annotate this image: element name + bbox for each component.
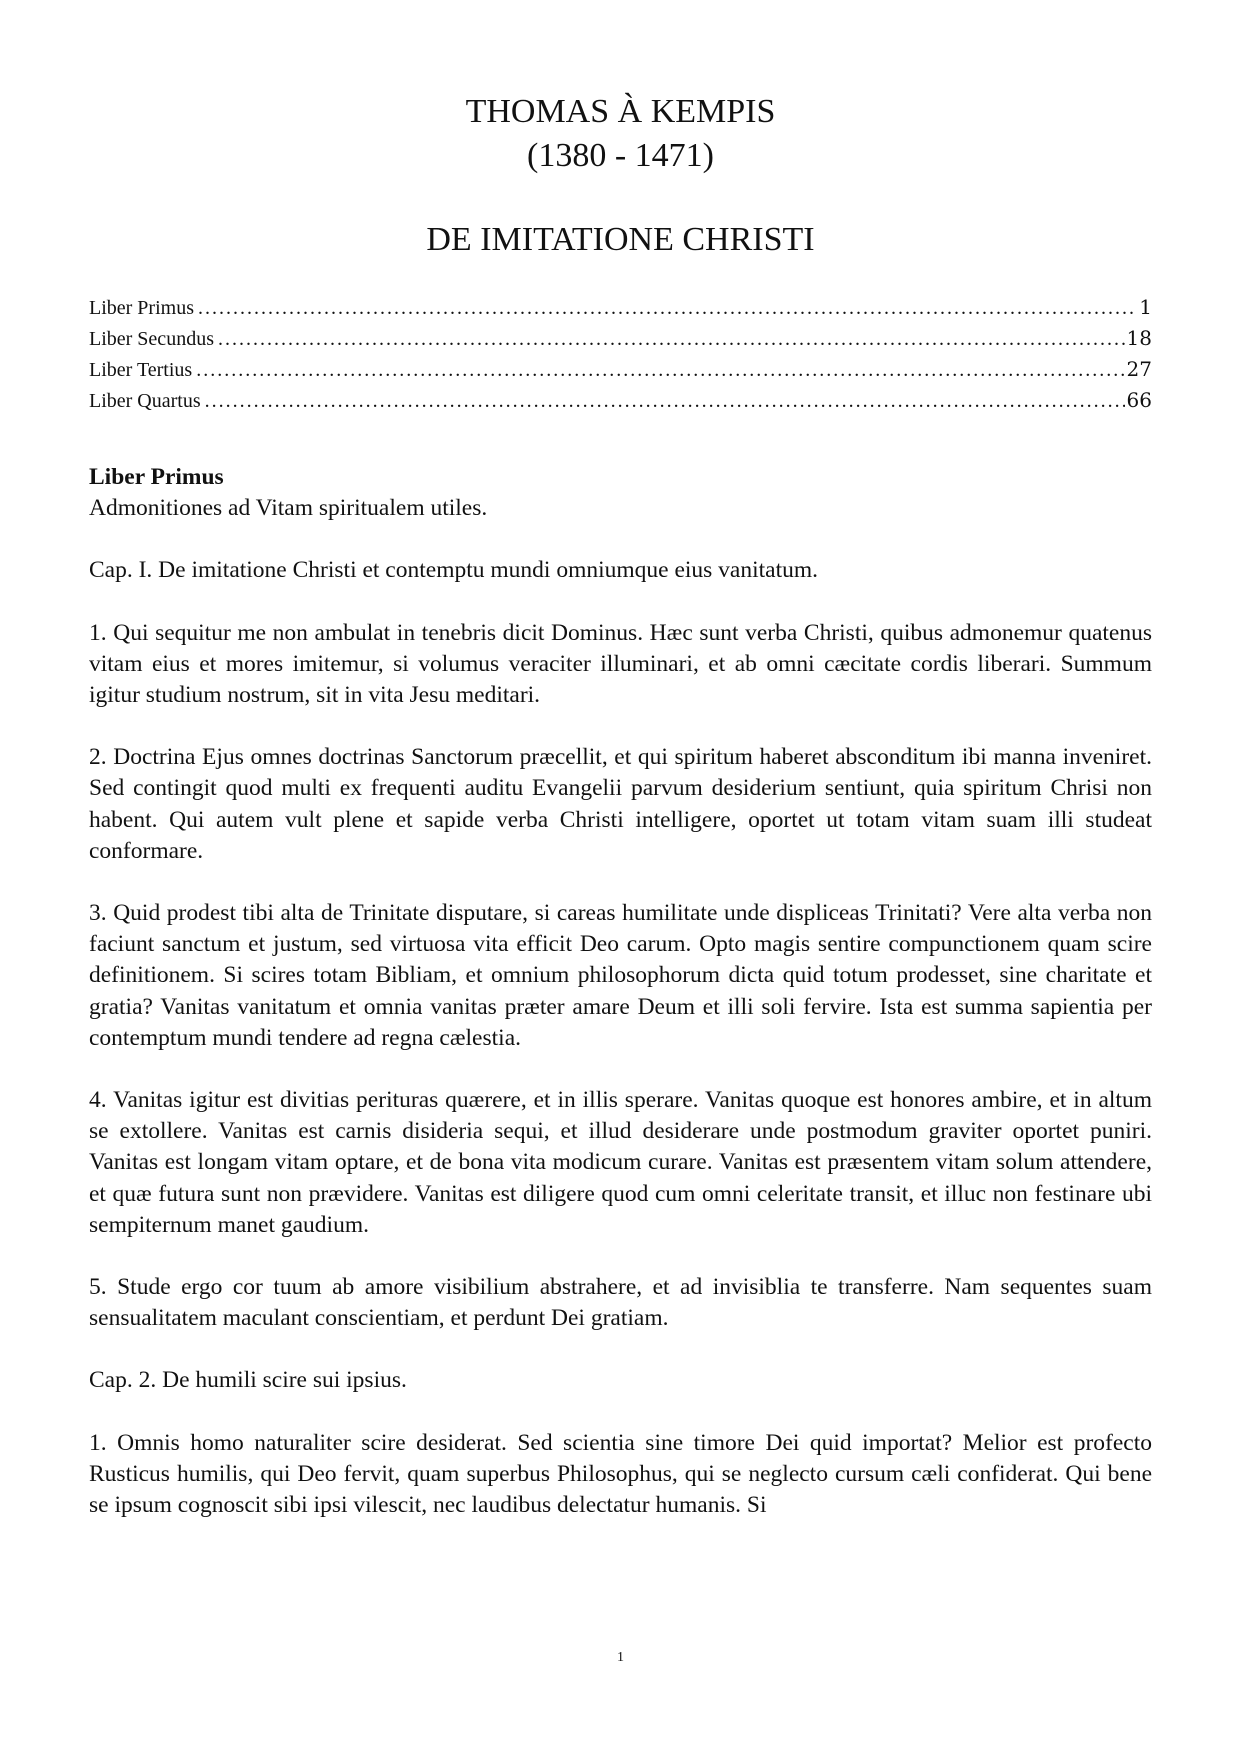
book-title: DE IMITATIONE CHRISTI	[426, 221, 815, 258]
toc-entry-liber-primus[interactable]	[89, 292, 1152, 323]
toc-entry-page: 66	[1126, 388, 1152, 412]
toc-entry-page: 1	[1139, 295, 1152, 319]
paragraph: 1. Qui sequitur me non ambulat in tenebris dicit Dominus. Hæc sunt verba Christi, quibus admonemur quatenus vitam eius et mores imitemur, si volumus veraciter illuminari, et ab omni cæcitate cordis liberari. Summum igitur studium nostrum, sit in vita Jesu meditari.	[89, 619, 1152, 709]
toc-entry-label: Liber Primus	[89, 297, 194, 319]
toc-entry-page: 18	[1126, 326, 1152, 350]
toc-entry-label: Liber Quartus	[89, 390, 201, 412]
author-dates: (1380 - 1471)	[527, 137, 714, 174]
toc-entry-label: Liber Tertius	[89, 359, 193, 381]
toc-entry-liber-secundus[interactable]	[89, 323, 1152, 354]
section-subtitle: Admonitiones ad Vitam spiritualem utiles.	[89, 495, 488, 522]
toc-entry-liber-quartus[interactable]	[89, 385, 1152, 416]
toc-entry-label: Liber Secundus	[89, 328, 214, 350]
main-text	[89, 462, 1152, 1521]
page-number: 1	[617, 1650, 624, 1665]
paragraph: 2. Doctrina Ejus omnes doctrinas Sanctorum præcellit, et qui spiritum haberet absconditum ibi manna inveniret. Sed contingit quod multi ex frequenti auditu Evangelii parvum desiderium sentiunt, quia spiritum Chrisi non habent. Qui autem vult plene et sapide verba Christi intelligere, oportet ut totam vitam suam illi studeat conformare.	[89, 744, 1152, 864]
toc-entry-liber-tertius[interactable]	[89, 354, 1152, 385]
paragraph: 5. Stude ergo cor tuum ab amore visibilium abstrahere, et ad invisiblia te transferre. Nam sequentes suam sensualitatem maculant conscientiam, et perdunt Dei gratiam.	[89, 1274, 1152, 1332]
paragraph: 3. Quid prodest tibi alta de Trinitate disputare, si careas humilitate unde displiceas Trinitati? Vere alta verba non faciunt sanctum et justum, sed virtuosa vita efficit Deo carum. Opto magis sentire compunctionem quam scire definitionem. Si scires totam Bibliam, et omnium philosophorum dicta quid totum prodesset, sine charitate et gratia? Vanitas vanitatum et omnia vanitas præter amare Deum et illi soli fervire. Ista est summa sapientia per contemptum mundi tendere ad regna cælestia.	[89, 900, 1152, 1051]
toc-dot-leader	[196, 355, 1124, 385]
paragraph: 1. Omnis homo naturaliter scire desiderat. Sed scientia sine timore Dei quid importat? Melior est profecto Rusticus humilis, qui Deo fervit, quam superbus Philosophus, qui se neglecto cursum cæli confiderat. Qui bene se ipsum cognoscit sibi ipsi vilescit, nec laudibus delectatur humanis. Si	[89, 1429, 1152, 1519]
toc-entry-page: 27	[1126, 357, 1152, 381]
toc-dot-leader	[198, 293, 1137, 323]
toc-dot-leader	[218, 324, 1125, 354]
author-name: THOMAS À KEMPIS	[465, 93, 776, 130]
toc-dot-leader	[205, 386, 1125, 416]
chapter-title: Cap. I. De imitatione Christi et contemptu mundi omniumque eius vanitatum.	[89, 557, 819, 584]
section-heading: Liber Primus	[89, 464, 224, 490]
table-of-contents	[89, 292, 1152, 416]
chapter-title: Cap. 2. De humili scire sui ipsius.	[89, 1367, 407, 1394]
paragraph: 4. Vanitas igitur est divitias perituras quærere, et in illis sperare. Vanitas quoque est honores ambire, et in altum se extollere. Vanitas est carnis disideria sequi, et illud desiderare unde postmodum graviter oportet puniri. Vanitas est longam vitam optare, et de bona vita modicum curare. Vanitas est præsentem vitam solum attendere, et quæ futura sunt non prævidere. Vanitas est diligere quod cum omni celeritate transit, et illuc non festinare ubi sempiternum manet gaudium.	[89, 1087, 1152, 1238]
